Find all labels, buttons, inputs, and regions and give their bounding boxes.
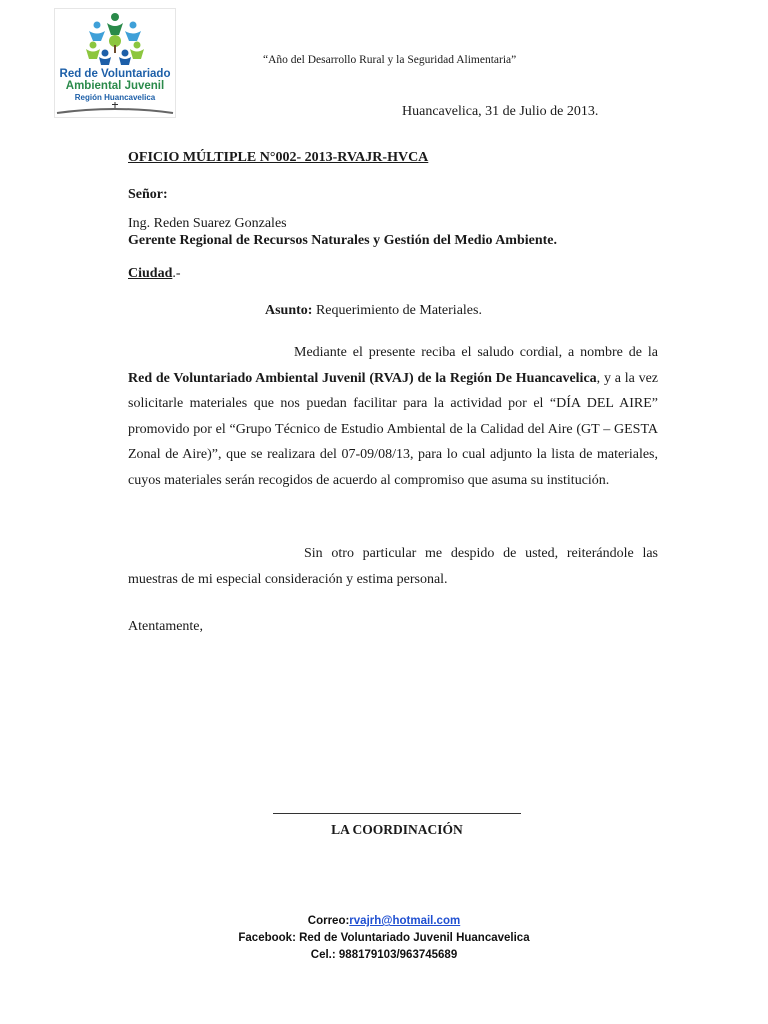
- city-label: Ciudad: [128, 266, 173, 281]
- salutation: Señor:: [128, 187, 168, 202]
- signature-line: [273, 813, 521, 814]
- email-link[interactable]: rvajrh@hotmail.com: [349, 915, 461, 927]
- subject-text: Requerimiento de Materiales.: [312, 303, 482, 318]
- city-line: [128, 266, 181, 282]
- recipient-name: Ing. Reden Suarez Gonzales: [128, 216, 287, 231]
- subject-line: [265, 303, 482, 319]
- body-paragraph-2: Sin otro particular me despido de usted, reiterándole las muestras de mi especial consideración y estima personal.: [128, 546, 658, 587]
- footer-email-line: [0, 915, 768, 927]
- subject-label: Asunto:: [265, 303, 313, 318]
- logo-text-line2: Ambiental Juvenil: [65, 80, 165, 92]
- email-label: Correo:: [307, 915, 350, 927]
- body-paragraph-1: [128, 340, 658, 493]
- footer-phone: Cel.: 988179103/963745689: [310, 949, 458, 961]
- footer-facebook: Facebook: Red de Voluntariado Juvenil Huancavelica: [238, 932, 530, 944]
- year-motto: “Año del Desarrollo Rural y la Seguridad Alimentaria”: [263, 54, 517, 66]
- logo-text-line3: Región Huancavelica: [74, 93, 156, 102]
- letter-date: Huancavelica, 31 de Julio de 2013.: [402, 104, 599, 119]
- recipient-position: Gerente Regional de Recursos Naturales y Gestión del Medio Ambiente.: [128, 233, 558, 248]
- city-suffix: .-: [172, 266, 181, 281]
- para1-organization: Red de Voluntariado Ambiental Juvenil (RVAJ) de la Región De Huancavelica: [128, 370, 597, 386]
- document-reference: OFICIO MÚLTIPLE N°002- 2013-RVAJR-HVCA: [128, 150, 429, 165]
- signature-title: LA COORDINACIÓN: [331, 822, 463, 837]
- closing: Atentamente,: [128, 619, 204, 634]
- logo-text-line1: Red de Voluntariado: [59, 68, 171, 80]
- organization-logo: [54, 8, 176, 118]
- para1-rest: , y a la vez solicitarle materiales que nos puedan facilitar para la actividad por el “DÍA DEL AIRE” promovido por el “Grupo Técnico de Estudio Ambiental de la Calidad del Aire (GT – GESTA Zonal de Aire)”, que se realizara del 07-09/08/13, para lo cual adjunto la lista de materiales, cuyos materiales serán recogidos de acuerdo al compromiso que asuma su institución.: [128, 370, 659, 488]
- para1-intro: Mediante el presente reciba el saludo cordial, a nombre de la: [294, 345, 658, 360]
